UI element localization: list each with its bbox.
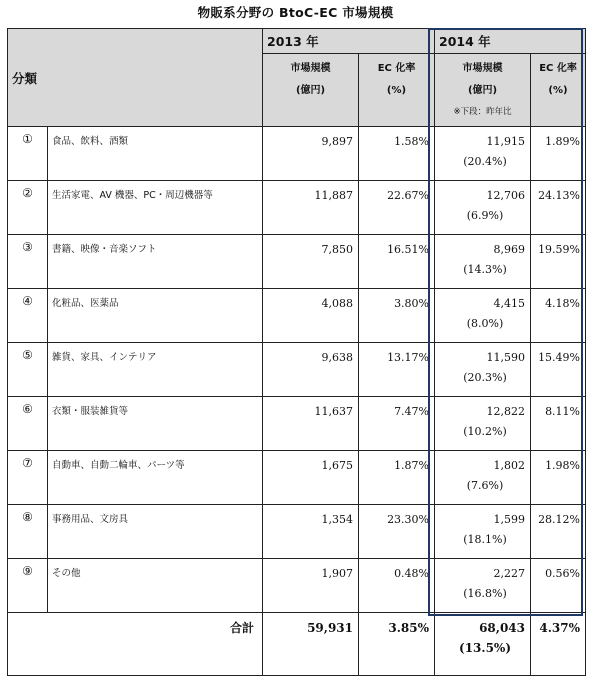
row-number: ⑦: [8, 451, 48, 505]
ec-rate-2014: 1.89%: [531, 127, 586, 181]
market-size-2014: [435, 451, 531, 505]
market-size-2013: 11,637: [263, 397, 359, 451]
yoy-growth: (20.4%): [463, 155, 507, 168]
market-size-2013: 1,675: [263, 451, 359, 505]
total-market-size-2014: [435, 613, 531, 676]
table-title: 物販系分野の BtoC-EC 市場規模: [197, 5, 394, 20]
yoy-growth: (8.0%): [466, 317, 504, 330]
ec-rate-2014: 4.18%: [531, 289, 586, 343]
ec-rate-2014: 19.59%: [531, 235, 586, 289]
ec-rate-2013: 22.67%: [359, 181, 435, 235]
market-size-2014-value: 8,969: [493, 243, 526, 256]
category-name: 雑貨、家具、インテリア: [48, 343, 263, 397]
category-name: 事務用品、文房具: [48, 505, 263, 559]
market-size-2014-value: 11,590: [486, 351, 526, 364]
ec-rate-2013: 23.30%: [359, 505, 435, 559]
row-number: ①: [8, 127, 48, 181]
yoy-growth: (6.9%): [466, 209, 504, 222]
total-ec-rate-2014: 4.37%: [531, 613, 586, 676]
market-size-2013: 4,088: [263, 289, 359, 343]
yoy-growth: (10.2%): [463, 425, 507, 438]
ec-rate-2014: 28.12%: [531, 505, 586, 559]
table-row: [8, 289, 586, 343]
category-name: 生活家電、AV 機器、PC・周辺機器等: [48, 181, 263, 235]
ec-rate-2014: 15.49%: [531, 343, 586, 397]
ec-rate-2013-header: EC 化率 (%): [359, 54, 435, 127]
ec-rate-2013: 16.51%: [359, 235, 435, 289]
table-row: [8, 397, 586, 451]
market-size-2014: [435, 127, 531, 181]
row-number: ③: [8, 235, 48, 289]
market-size-2013: 7,850: [263, 235, 359, 289]
market-size-2013: 1,907: [263, 559, 359, 613]
total-row: [8, 613, 586, 676]
table-row: [8, 559, 586, 613]
ec-rate-2013: 1.87%: [359, 451, 435, 505]
ec-rate-2014-header: EC 化率 (%): [531, 54, 586, 127]
row-number: ②: [8, 181, 48, 235]
ec-market-table: [7, 28, 586, 676]
market-size-2014-value: 2,227: [493, 567, 526, 580]
category-name: 食品、飲料、酒類: [48, 127, 263, 181]
table-row: [8, 505, 586, 559]
yoy-note: ※下段：昨年比: [453, 107, 512, 117]
row-number: ⑨: [8, 559, 48, 613]
category-header: 分類: [8, 29, 263, 127]
category-name: 衣類・服装雑貨等: [48, 397, 263, 451]
ec-rate-2013: 7.47%: [359, 397, 435, 451]
yoy-growth: (20.3%): [463, 371, 507, 384]
category-name: 自動車、自動二輪車、パーツ等: [48, 451, 263, 505]
market-size-2014-value: 1,802: [493, 459, 526, 472]
year-2013-header: 2013 年: [263, 29, 435, 54]
category-name: 化粧品、医薬品: [48, 289, 263, 343]
market-size-2014-value: 4,415: [493, 297, 526, 310]
row-number: ④: [8, 289, 48, 343]
category-name: その他: [48, 559, 263, 613]
market-size-2014-header: 市場規模 (億円) ※下段：昨年比: [435, 54, 531, 127]
row-number: ⑧: [8, 505, 48, 559]
table-row: [8, 127, 586, 181]
market-size-2013: 9,897: [263, 127, 359, 181]
row-number: ⑥: [8, 397, 48, 451]
ec-rate-2013: 13.17%: [359, 343, 435, 397]
market-size-2013: 1,354: [263, 505, 359, 559]
ec-rate-2013: 0.48%: [359, 559, 435, 613]
market-size-2013: 9,638: [263, 343, 359, 397]
market-size-2013: 11,887: [263, 181, 359, 235]
yoy-growth: (7.6%): [466, 479, 504, 492]
table-row: [8, 451, 586, 505]
ec-rate-2014: 8.11%: [531, 397, 586, 451]
total-market-size-2014-value: 68,043: [479, 621, 526, 635]
yoy-growth: (18.1%): [463, 533, 507, 546]
year-2014-header: 2014 年: [435, 29, 586, 54]
market-size-2014: [435, 181, 531, 235]
table-row: [8, 235, 586, 289]
yoy-growth: (16.8%): [463, 587, 507, 600]
row-number: ⑤: [8, 343, 48, 397]
total-ec-rate-2013: 3.85%: [359, 613, 435, 676]
total-yoy-growth: (13.5%): [459, 641, 511, 655]
table-row: [8, 181, 586, 235]
table-row: [8, 343, 586, 397]
category-name: 書籍、映像・音楽ソフト: [48, 235, 263, 289]
total-label: 合計: [8, 613, 263, 676]
ec-rate-2013: 3.80%: [359, 289, 435, 343]
market-size-2014-value: 1,599: [493, 513, 526, 526]
market-size-2014: [435, 397, 531, 451]
header-row-years: [8, 29, 586, 54]
total-market-size-2013: 59,931: [263, 613, 359, 676]
market-size-2014-value: 12,822: [486, 405, 526, 418]
ec-rate-2014: 0.56%: [531, 559, 586, 613]
ec-rate-2014: 24.13%: [531, 181, 586, 235]
market-size-2014: [435, 235, 531, 289]
market-size-2014: [435, 559, 531, 613]
market-size-2014: [435, 289, 531, 343]
yoy-growth: (14.3%): [463, 263, 507, 276]
market-size-2014-value: 11,915: [486, 135, 526, 148]
market-size-2013-header: 市場規模 (億円): [263, 54, 359, 127]
market-size-2014: [435, 343, 531, 397]
market-size-2014-value: 12,706: [486, 189, 526, 202]
market-size-2014: [435, 505, 531, 559]
ec-rate-2013: 1.58%: [359, 127, 435, 181]
ec-rate-2014: 1.98%: [531, 451, 586, 505]
